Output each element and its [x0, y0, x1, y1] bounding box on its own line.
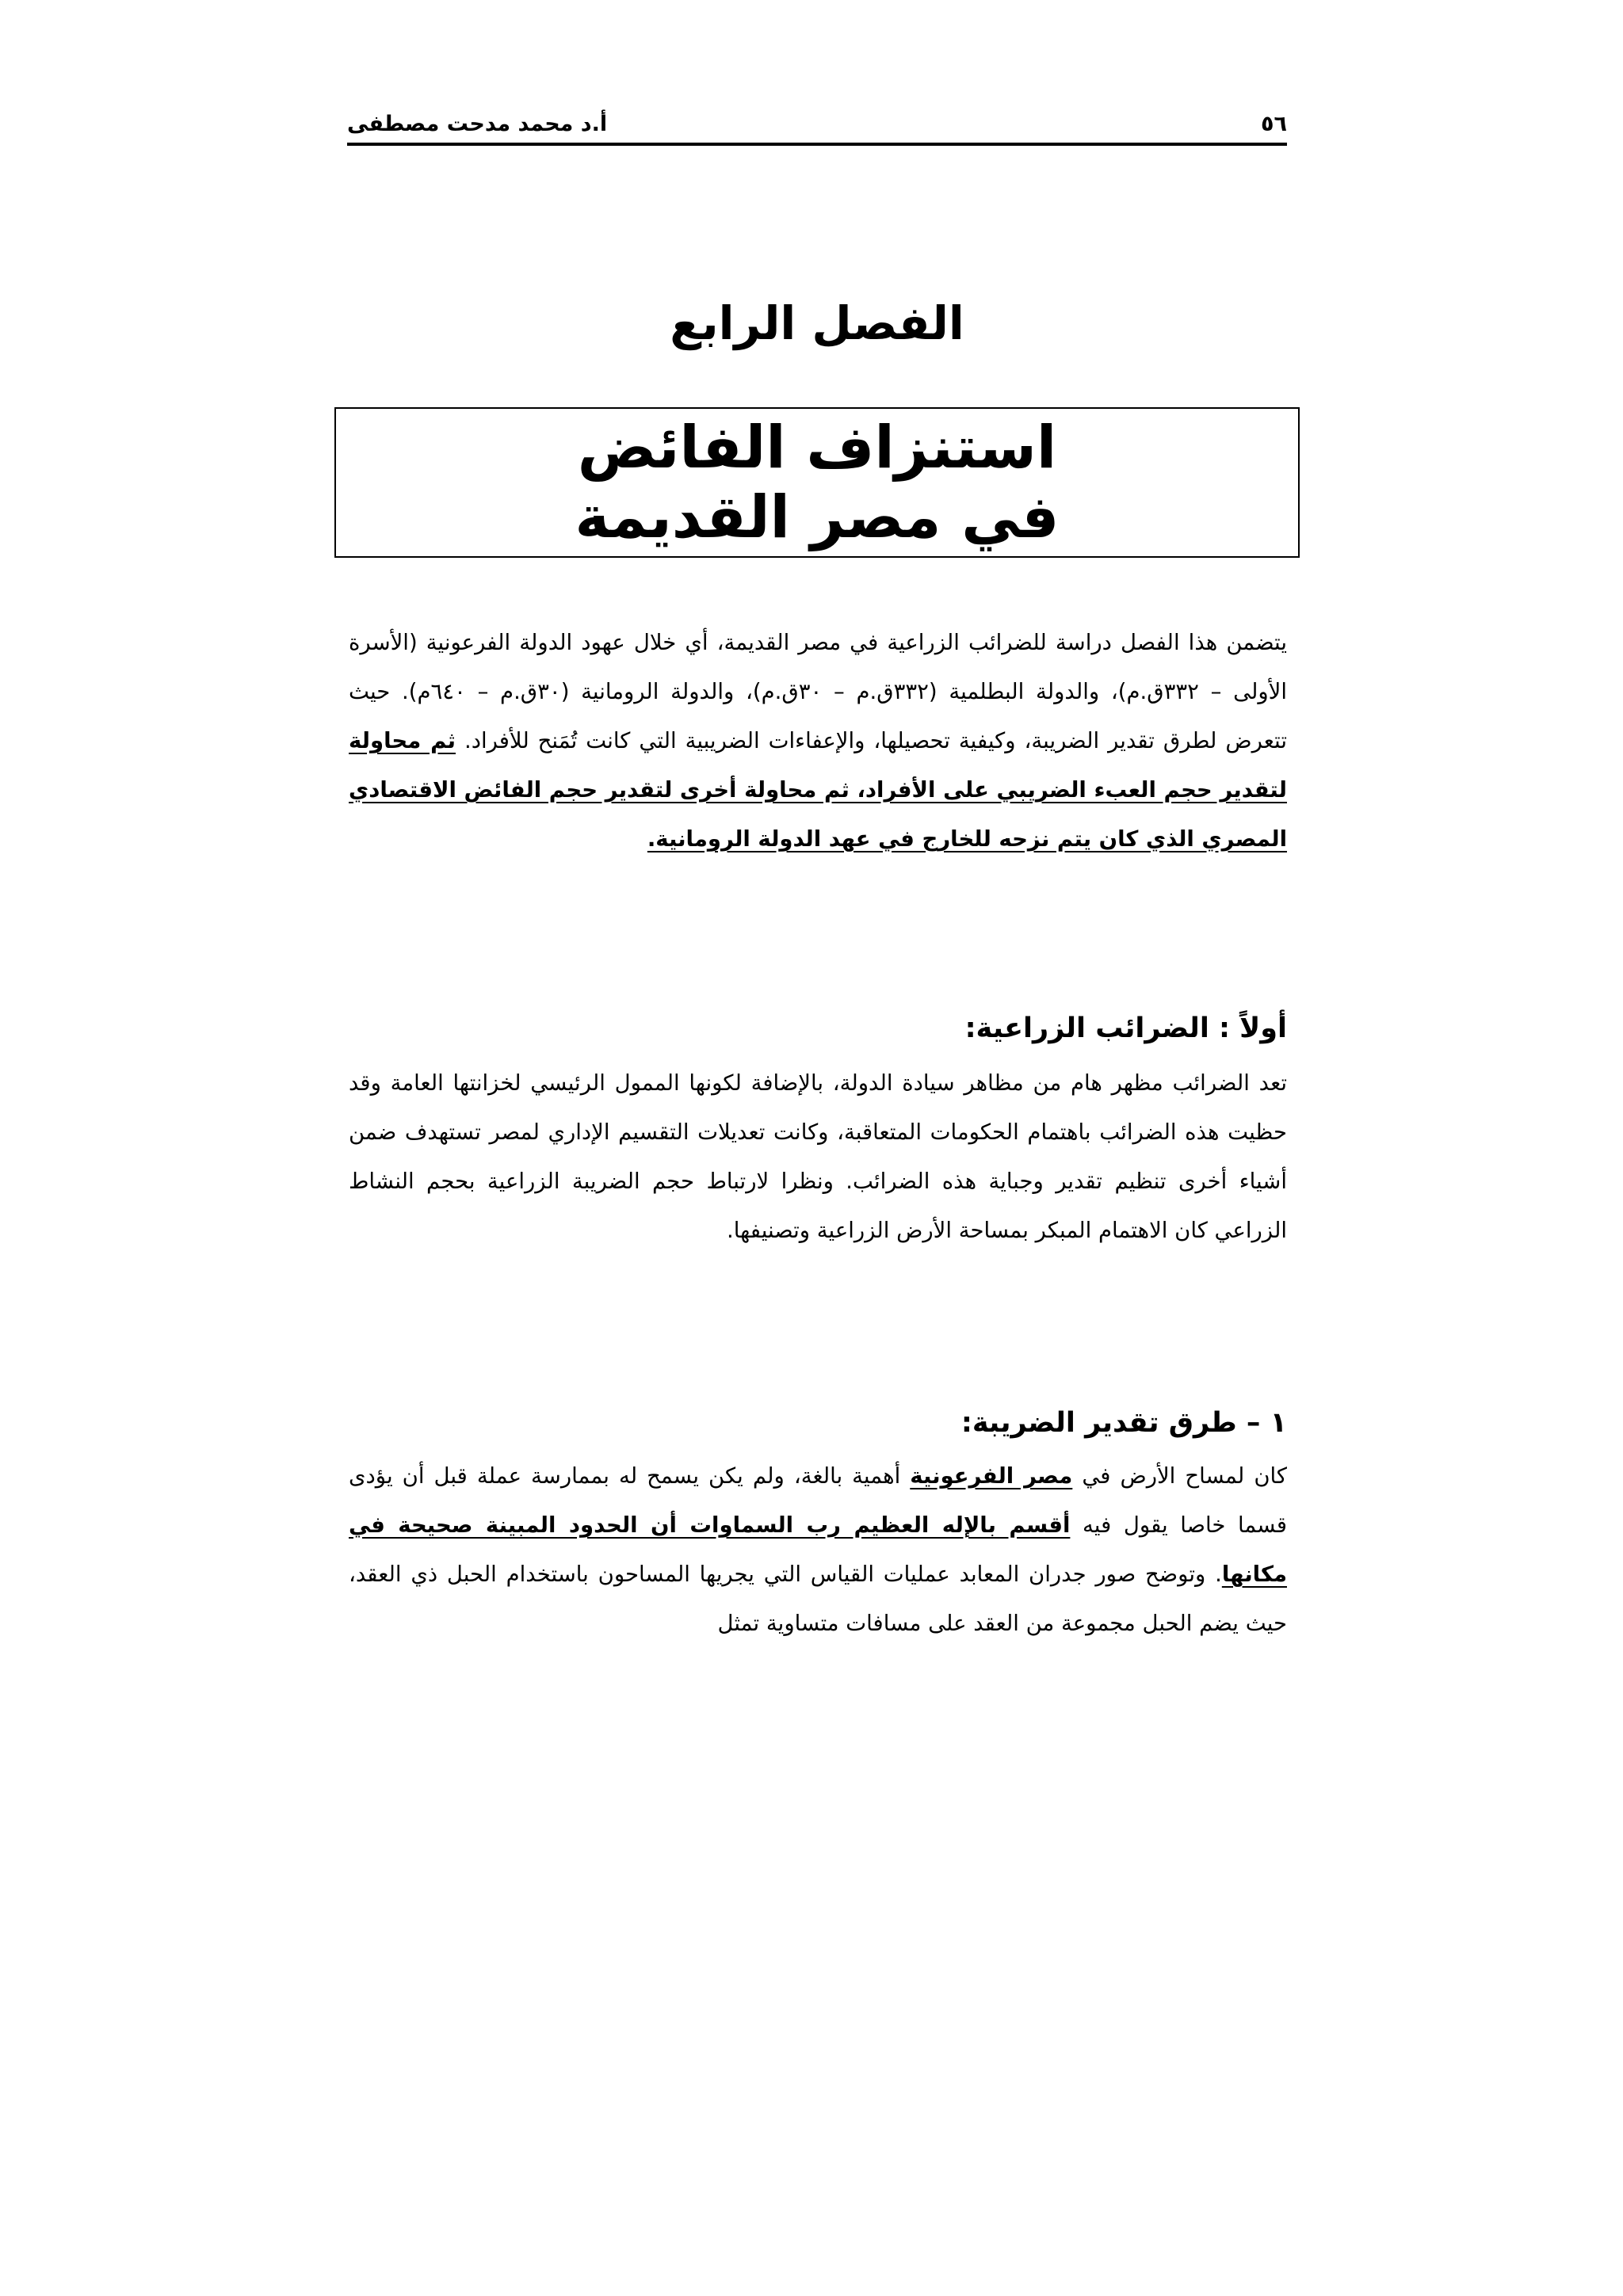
subsection-heading-tax-assessment: ١ – طرق تقدير الضريبة: — [960, 1407, 1287, 1439]
intro-text: يتضمن هذا الفصل دراسة للضرائب الزراعية في مصر القديمة، أي خلال عهود الدولة الفرعونية (الأسرة الأولى – ٣٣٢ق.م)، والدولة البطلمية (٣٣٢ق.م – ٣٠ق.م)، والدولة الرومانية (٣٠ق.م – ٦٤٠م). حيث تتعرض لطرق تقدير الضريبة، وكيفية تحصيلها، والإعفاءات الضريبية التي كانت تُمَنح للأفراد. — [349, 630, 1288, 753]
subsection-emphasis: مصر الفرعونية — [910, 1463, 1073, 1489]
chapter-label: الفصل الرابع — [670, 296, 964, 350]
chapter-title-box — [334, 407, 1300, 558]
intro-emphasis: ثم محاولة لتقدير حجم العبء الضريبي على الأفراد، ثم محاولة أخرى لتقدير حجم الفائض الاقتصادي المصري الذي كان يتم نزحه للخارج في عهد الدولة الرومانية. — [349, 728, 1287, 852]
intro-paragraph — [349, 618, 1287, 864]
subsection-oath-quote: أقسم بالإله العظيم رب السماوات أن الحدود المبينة صحيحة في مكانها — [349, 1512, 1287, 1587]
page-number: ٥٦ — [1261, 112, 1287, 136]
subsection-text: أهمية بالغة، ولم يكن يسمح له بممارسة عملة قبل أن يؤدى قسما خاصا يقول فيه — [349, 1463, 1287, 1538]
subsection-paragraph — [349, 1451, 1287, 1648]
page-header — [347, 101, 1287, 146]
section-heading-agricultural-taxes: أولاً : الضرائب الزراعية: — [964, 1013, 1287, 1044]
subsection-text: كان لمساح الأرض في — [1072, 1463, 1287, 1489]
subsection-text: . وتوضح صور جدران المعابد عمليات القياس التي يجريها المساحون باستخدام الحبل ذي العقد، حيث يضم الحبل مجموعة من العقد على مسافات متساوية تمثل — [349, 1562, 1287, 1636]
section-one-paragraph: تعد الضرائب مظهر هام من مظاهر سيادة الدولة، بالإضافة لكونها الممول الرئيسي لخزانتها العامة وقد حظيت هذه الضرائب باهتمام الحكومات المتعاقبة، وكانت تعديلات التقسيم الإداري لمصر تستهدف ضمن أشياء أخرى تنظيم تقدير وجباية هذه الضرائب. ونظرا لارتباط حجم الضريبة الزراعية بحجم النشاط الزراعي كان الاهتمام المبكر بمساحة الأرض الزراعية وتصنيفها. — [349, 1070, 1287, 1243]
chapter-title: استنزاف الفائض في مصر القديمة — [575, 414, 1060, 551]
running-header-author: أ.د محمد مدحت مصطفى — [347, 112, 608, 136]
